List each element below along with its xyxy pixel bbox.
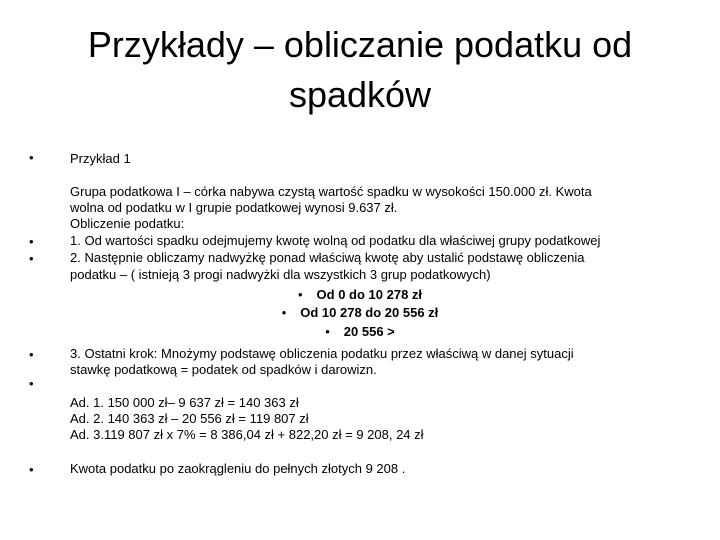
text-line: Grupa podatkowa I – córka nabywa czystą wartość spadku w wysokości 150.000 zł. Kwota bbox=[70, 184, 592, 199]
step-2: 2. Następnie obliczamy nadwyżkę ponad właściwą kwotę aby ustalić podstawę obliczenia bbox=[70, 250, 585, 265]
text-line: stawkę podatkową = podatek od spadków i darowizn. bbox=[70, 362, 377, 377]
bullet: • bbox=[29, 150, 34, 165]
page-title: Przykłady – obliczanie podatku od spadków bbox=[87, 24, 633, 115]
bullet: • bbox=[29, 376, 34, 391]
threshold-3: • 20 556 > bbox=[325, 324, 395, 339]
text-line: wolna od podatku w I grupie podatkowej wynosi 9.637 zł. bbox=[70, 200, 398, 215]
step-1: 1. Od wartości spadku odejmujemy kwotę wolną od podatku dla właściwej grupy podatkowej bbox=[70, 233, 601, 248]
final-tax: Kwota podatku po zaokrągleniu do pełnych złotych 9 208 . bbox=[70, 461, 406, 476]
bullet: • bbox=[29, 462, 34, 477]
bullet: • bbox=[29, 347, 34, 362]
calculation-2: Ad. 2. 140 363 zł – 20 556 zł = 119 807 zł bbox=[70, 411, 309, 426]
calculation-1: Ad. 1. 150 000 zł– 9 637 zł = 140 363 zł bbox=[70, 395, 299, 410]
text-line: Obliczenie podatku: bbox=[70, 216, 185, 231]
bullet: • bbox=[29, 251, 34, 266]
threshold-1: • Od 0 do 10 278 zł bbox=[297, 287, 423, 302]
threshold-2: • Od 10 278 do 20 556 zł bbox=[281, 305, 439, 320]
bullet: • bbox=[29, 234, 34, 249]
example-label: Przykład 1 bbox=[70, 151, 131, 166]
calculation-3: Ad. 3.119 807 zł x 7% = 8 386,04 zł + 822,20 zł = 9 208, 24 zł bbox=[70, 427, 424, 442]
text-line: podatku – ( istnieją 3 progi nadwyżki dla wszystkich 3 grup podatkowych) bbox=[70, 267, 491, 282]
step-3: 3. Ostatni krok: Mnożymy podstawę obliczenia podatku przez właściwą w danej sytuacji bbox=[70, 346, 574, 361]
